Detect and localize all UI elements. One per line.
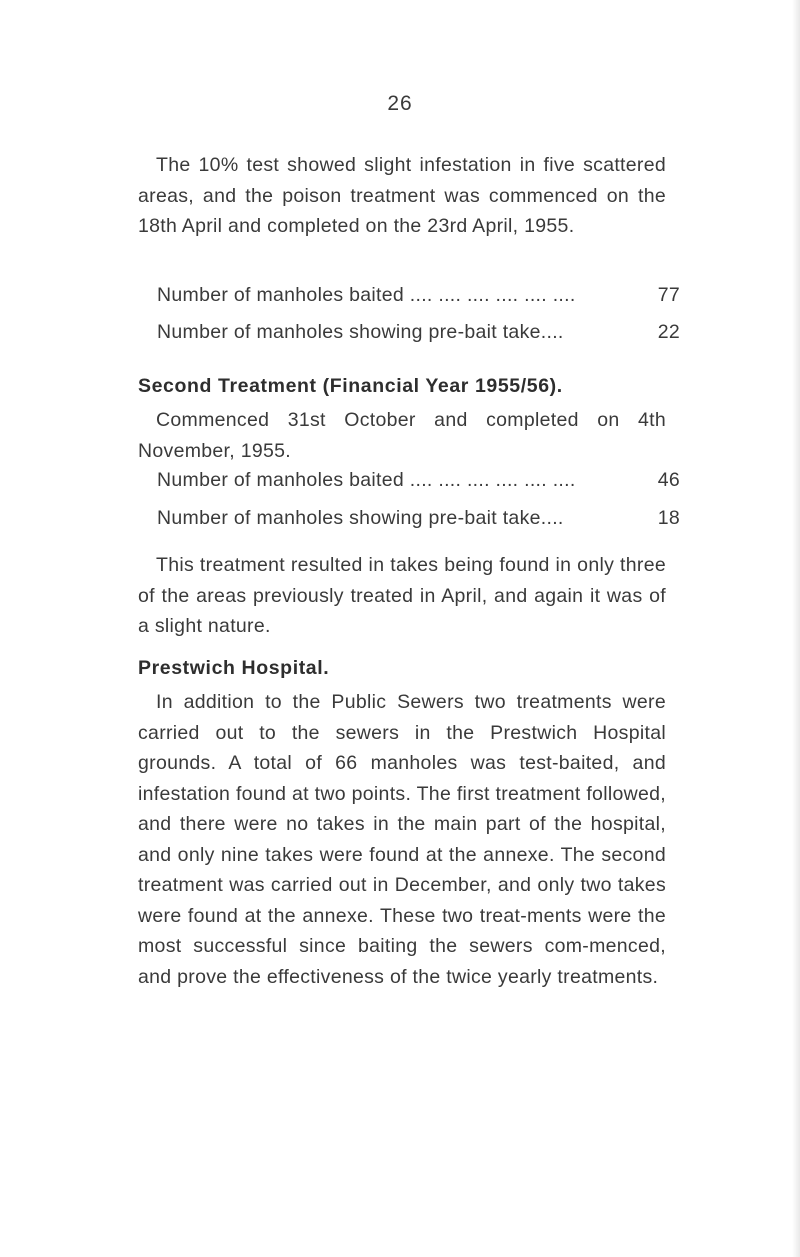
page-number: 26 [387, 92, 413, 115]
stat-row-pre-bait-take-second [157, 507, 680, 535]
stat-label: Number of manholes baited .... .... .... .... .... .... [157, 469, 576, 491]
stat-label: Number of manholes showing pre-bait take.... [157, 507, 564, 529]
stat-label: Number of manholes showing pre-bait take.... [157, 321, 564, 343]
stat-value: 22 [657, 321, 680, 343]
second-treatment-heading: Second Treatment (Financial Year 1955/56). [138, 375, 563, 397]
second-treatment-result: This treatment resulted in takes being found in only three of the areas previously treated in April, and again it was of a slight nature. [138, 554, 666, 637]
stat-label: Number of manholes baited .... .... .... .... .... .... [157, 284, 576, 306]
prestwich-hospital-body: In addition to the Public Sewers two treatments were carried out to the sewers in the Prestwich Hospital grounds. A total of 66 manholes was test-baited, and infestation found at two points. The first treatment followed, and there were no takes in the main part of the hospital, and only nine takes were found at the annexe. The second treatment was carried out in December, and only two takes were found at the annexe. These two treat-ments were the most successful since baiting the sewers com-menced, and prove the effectiveness of the twice yearly treatments. [138, 691, 666, 988]
stat-row-manholes-baited-first [157, 284, 680, 312]
stat-row-manholes-baited-second [157, 469, 680, 497]
stat-row-pre-bait-take-first [157, 321, 680, 349]
stat-value: 77 [657, 284, 680, 306]
page-edge-shadow [792, 0, 800, 1257]
stat-value: 46 [657, 469, 680, 491]
prestwich-hospital-heading: Prestwich Hospital. [138, 657, 330, 679]
stat-value: 18 [657, 507, 680, 529]
first-treatment-intro: The 10% test showed slight infestation in five scattered areas, and the poison treatment was commenced on the 18th April and completed on the 23rd April, 1955. [138, 154, 666, 237]
second-treatment-intro: Commenced 31st October and completed on 4th November, 1955. [138, 409, 666, 462]
